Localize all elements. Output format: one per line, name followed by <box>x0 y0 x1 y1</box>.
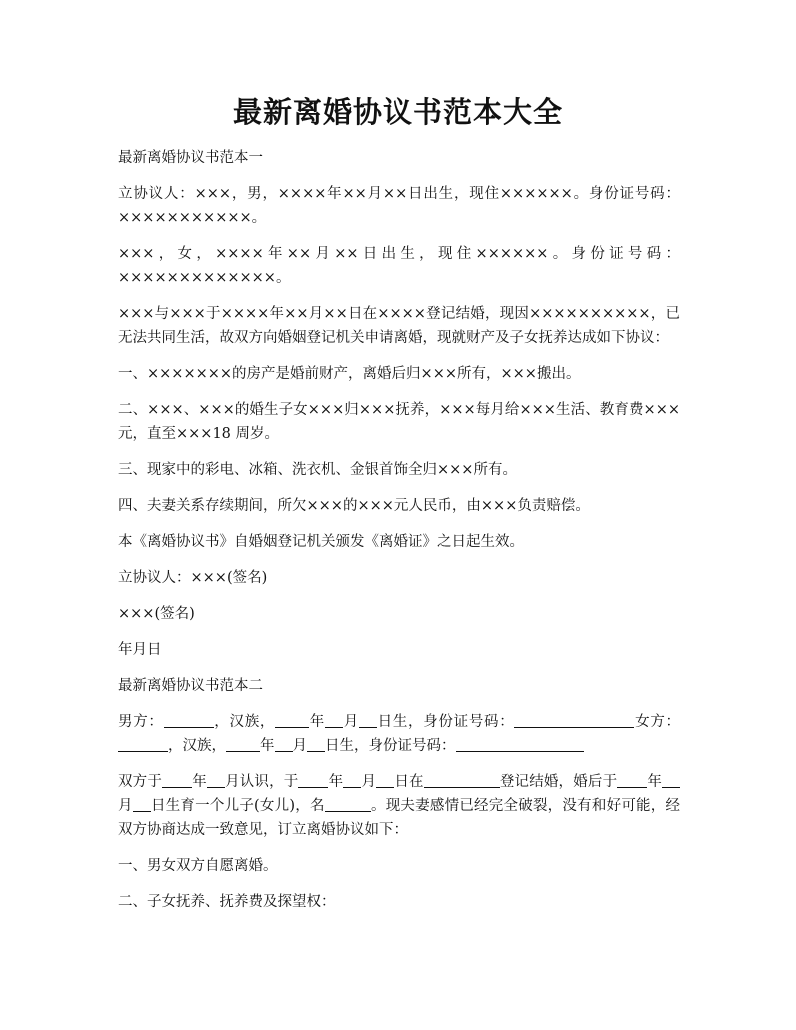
paragraph: 本《离婚协议书》自婚姻登记机关颁发《离婚证》之日起生效。 <box>118 534 524 550</box>
paragraph: 立协议人：×××，男，××××年××月××日出生，现住××××××。身份证号码：×××××××××××。 <box>118 186 680 226</box>
blank-field <box>226 736 260 752</box>
paragraph: ×××，女，××××年××月××日出生，现住××××××。身份证号码：×××××××××××××。 <box>118 246 680 286</box>
blank-field <box>275 712 309 728</box>
marriage-info-paragraph: 双方于 年 月认识，于 年 月 日在 登记结婚，婚后于 年月 日生育一个儿子(女儿)，名 。现夫妻感情已经完全破裂，没有和好可能，经双方协商达成一致意见，订立离婚协议如下： <box>118 774 680 838</box>
blank-field <box>359 712 377 728</box>
section-heading: 最新离婚协议书范本二 <box>118 678 263 694</box>
blank-field <box>424 772 500 788</box>
paragraph: 一、×××××××的房产是婚前财产，离婚后归×××所有，×××搬出。 <box>118 366 581 382</box>
party-info-paragraph: 男方： ，汉族， 年 月 日生，身份证号码： 女方：，汉族， 年 月 日生，身份证号码： <box>118 714 681 754</box>
blank-field <box>325 796 371 812</box>
date-line: 年月日 <box>118 642 162 658</box>
document-title: 最新离婚协议书范本大全 <box>232 95 563 129</box>
blank-field <box>617 772 647 788</box>
blank-field <box>207 772 225 788</box>
blank-field <box>325 712 343 728</box>
blank-field <box>298 772 328 788</box>
blank-field <box>514 712 634 728</box>
blank-field <box>133 796 151 812</box>
blank-field <box>275 736 293 752</box>
blank-field <box>307 736 325 752</box>
paragraph: 一、男女双方自愿离婚。 <box>118 858 278 874</box>
paragraph: 四、夫妻关系存续期间，所欠×××的×××元人民币，由×××负责赔偿。 <box>118 498 590 514</box>
document-body <box>118 146 680 926</box>
signature-line: ×××(签名) <box>118 606 195 622</box>
paragraph: ×××与×××于××××年××月××日在××××登记结婚，现因××××××××××，已无法共同生活，故双方向婚姻登记机关申请离婚，现就财产及子女抚养达成如下协议： <box>118 306 680 346</box>
blank-field <box>164 712 214 728</box>
signature-line: 立协议人：×××(签名) <box>118 570 268 586</box>
blank-field <box>376 772 394 788</box>
blank-field <box>456 736 584 752</box>
paragraph: 三、现家中的彩电、冰箱、洗衣机、金银首饰全归×××所有。 <box>118 462 517 478</box>
blank-field <box>162 772 192 788</box>
paragraph: 二、子女抚养、抚养费及探望权： <box>118 894 336 910</box>
blank-field <box>118 736 168 752</box>
section-heading: 最新离婚协议书范本一 <box>118 150 263 166</box>
blank-field <box>343 772 361 788</box>
paragraph: 二、×××、×××的婚生子女×××归×××抚养，×××每月给×××生活、教育费×××元，直至×××18 周岁。 <box>118 402 680 442</box>
blank-field <box>662 772 680 788</box>
